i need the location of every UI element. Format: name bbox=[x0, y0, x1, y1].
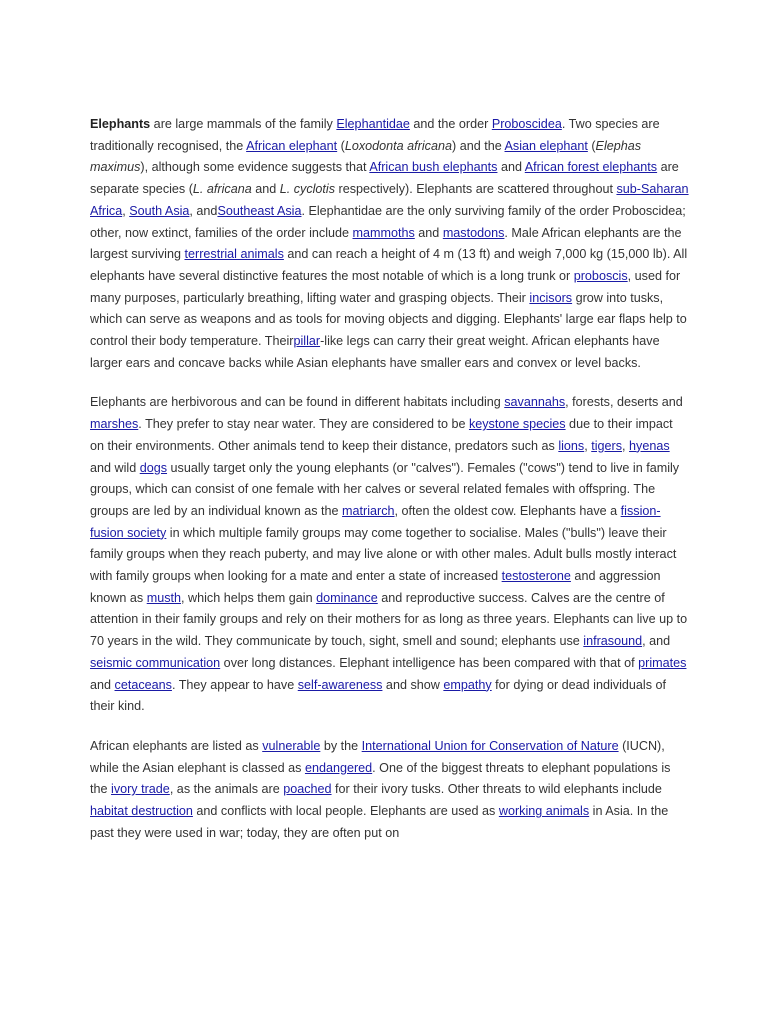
link-savannahs[interactable]: savannahs bbox=[504, 395, 566, 410]
text-run: , forests, deserts and bbox=[565, 395, 683, 410]
text-run: (IUCN), while the Asian elephant is classed as bbox=[90, 738, 665, 775]
link-tigers[interactable]: tigers bbox=[591, 438, 623, 453]
link-endangered[interactable]: endangered bbox=[304, 760, 373, 775]
text-run: and wild bbox=[90, 460, 140, 475]
link-asian-elephant[interactable]: Asian elephant bbox=[504, 138, 588, 153]
text-run: respectively). Elephants are scattered throughout bbox=[335, 182, 617, 197]
link-marshes[interactable]: marshes bbox=[90, 417, 139, 432]
link-habitat-destruction[interactable]: habitat destruction bbox=[90, 804, 193, 819]
link-african-bush-elephants[interactable]: African bush elephants bbox=[369, 160, 498, 175]
link-primates[interactable]: primates bbox=[638, 655, 687, 670]
text-run: ) and the bbox=[452, 138, 505, 153]
text-run: , and bbox=[642, 634, 671, 649]
text-run: . Male African elephants are the largest surviving bbox=[90, 225, 682, 262]
text-run: over long distances. Elephant intelligence has been compared with that of bbox=[220, 655, 639, 670]
link-dominance[interactable]: dominance bbox=[316, 590, 378, 605]
text-run: . They prefer to stay near water. They are considered to be bbox=[138, 417, 469, 432]
link-cetaceans[interactable]: cetaceans bbox=[114, 677, 172, 692]
link-african-forest-elephants[interactable]: African forest elephants bbox=[524, 160, 658, 175]
text-run: , and bbox=[189, 203, 218, 218]
text-run: , as the animals are bbox=[169, 782, 284, 797]
link-self-awareness[interactable]: self-awareness bbox=[297, 677, 383, 692]
link-mastodons[interactable]: mastodons bbox=[442, 225, 505, 240]
link-ivory-trade[interactable]: ivory trade bbox=[111, 782, 170, 797]
link-working-animals[interactable]: working animals bbox=[498, 804, 590, 819]
text-run: , bbox=[584, 438, 592, 453]
link-proboscis[interactable]: proboscis bbox=[573, 268, 628, 283]
text-run: usually target only the young elephants (or "calves"). Females ("cows") tend to live in family groups, which can consist of one female with her calves or several related females with offspring. The groups are led by an individual known as the bbox=[90, 460, 680, 518]
text-run: , often the oldest cow. Elephants have a bbox=[394, 503, 621, 518]
text-run: and bbox=[251, 182, 280, 197]
text-run: . They appear to have bbox=[171, 677, 298, 692]
text-run: in Asia. In the past they were used in war; today, they are often put on bbox=[90, 804, 669, 840]
text-run: are large mammals of the family bbox=[150, 117, 337, 131]
text-run: and the order bbox=[409, 117, 492, 131]
link-fission-fusion-society[interactable]: fission-fusion society bbox=[90, 503, 661, 540]
text-run: and bbox=[90, 677, 115, 692]
text-run: , which helps them gain bbox=[181, 590, 317, 605]
link-seismic-communication[interactable]: seismic communication bbox=[90, 655, 221, 670]
text-run: and conflicts with local people. Elephants are used as bbox=[192, 804, 499, 819]
document-body bbox=[90, 114, 690, 863]
link-dogs[interactable]: dogs bbox=[139, 460, 168, 475]
link-mammoths[interactable]: mammoths bbox=[352, 225, 415, 240]
link-southeast-asia[interactable]: Southeast Asia bbox=[217, 203, 302, 218]
link-elephantidae[interactable]: Elephantidae bbox=[336, 117, 410, 131]
text-run: and reproductive success. Calves are the centre of attention in their family groups and rely on their mothers for as long as three years. Elephants can live up to 70 years in the wild. They communicate by touch, sight, smell and sound; elephants use bbox=[90, 590, 688, 649]
link-musth[interactable]: musth bbox=[146, 590, 181, 605]
text-run: and bbox=[497, 160, 525, 175]
link-empathy[interactable]: empathy bbox=[443, 677, 492, 692]
italic-term: Elephas maximus bbox=[90, 138, 642, 175]
link-sub-saharan-africa[interactable]: sub-Saharan Africa bbox=[90, 182, 689, 218]
text-run: . One of the biggest threats to elephant populations is the bbox=[90, 760, 671, 797]
text-run: for their ivory tusks. Other threats to wild elephants include bbox=[331, 782, 662, 797]
link-vulnerable[interactable]: vulnerable bbox=[262, 738, 321, 753]
link-terrestrial-animals[interactable]: terrestrial animals bbox=[184, 247, 284, 262]
link-pillar[interactable]: pillar bbox=[293, 334, 321, 349]
link-proboscidea[interactable]: Proboscidea bbox=[491, 117, 562, 131]
link-infrasound[interactable]: infrasound bbox=[583, 634, 643, 649]
text-run: , bbox=[122, 203, 130, 218]
link-matriarch[interactable]: matriarch bbox=[342, 503, 395, 518]
link-south-asia[interactable]: South Asia bbox=[129, 203, 190, 218]
text-run: , bbox=[622, 438, 630, 453]
text-run: and aggression known as bbox=[90, 569, 661, 605]
text-run: Elephants are herbivorous and can be found in different habitats including bbox=[90, 395, 505, 410]
text-run: are separate species ( bbox=[90, 160, 679, 197]
text-run: . Elephantidae are the only surviving family of the order Proboscidea; other, now extinct, families of the order include bbox=[90, 203, 686, 240]
text-run: , used for many purposes, particularly breathing, lifting water and grasping objects. Their bbox=[90, 268, 681, 305]
bold-term: Elephants bbox=[90, 117, 151, 131]
text-run: by the bbox=[320, 738, 362, 753]
link-international-union-for-conservation-of-nature[interactable]: International Union for Conservation of Nature bbox=[361, 738, 619, 753]
text-run: ( bbox=[587, 138, 596, 153]
text-run: ( bbox=[337, 138, 345, 153]
link-testosterone[interactable]: testosterone bbox=[501, 569, 571, 584]
link-incisors[interactable]: incisors bbox=[529, 290, 573, 305]
text-run: grow into tusks, which can serve as weapons and as tools for moving objects and digging. Elephants' large ear flaps help to control their body temperature. Their bbox=[90, 290, 687, 349]
text-run: . Two species are traditionally recognised, the bbox=[90, 117, 660, 153]
link-keystone-species[interactable]: keystone species bbox=[468, 417, 566, 432]
paragraph-1 bbox=[90, 114, 690, 374]
link-lions[interactable]: lions bbox=[558, 438, 585, 453]
text-run: due to their impact on their environments. Other animals tend to keep their distance, predators such as bbox=[90, 417, 673, 453]
text-run: and bbox=[414, 225, 443, 240]
text-run: for dying or dead individuals of their kind. bbox=[90, 677, 666, 714]
text-run: and show bbox=[382, 677, 444, 692]
italic-term: L. africana bbox=[192, 182, 252, 197]
text-run: ), although some evidence suggests that bbox=[140, 160, 370, 175]
text-run: and can reach a height of 4 m (13 ft) and weigh 7,000 kg (15,000 lb). All elephants have several distinctive features the most notable of which is a long trunk or bbox=[90, 247, 688, 283]
link-african-elephant[interactable]: African elephant bbox=[246, 138, 338, 153]
text-run: -like legs can carry their great weight. African elephants have larger ears and concave backs while Asian elephants have smaller ears and convex or level backs. bbox=[90, 334, 660, 370]
text-run: African elephants are listed as bbox=[90, 738, 263, 753]
paragraph-2 bbox=[90, 392, 690, 718]
italic-term: L. cyclotis bbox=[279, 182, 336, 197]
text-run: in which multiple family groups may come together to socialise. Males ("bulls") leave their family groups when they reach puberty, and may live alone or with other males. Adult bulls mostly interact with family groups when looking for a mate and enter a state of increased bbox=[90, 525, 677, 584]
link-hyenas[interactable]: hyenas bbox=[629, 438, 670, 453]
paragraph-3 bbox=[90, 736, 690, 845]
italic-term: Loxodonta africana bbox=[344, 138, 452, 153]
link-poached[interactable]: poached bbox=[283, 782, 332, 797]
